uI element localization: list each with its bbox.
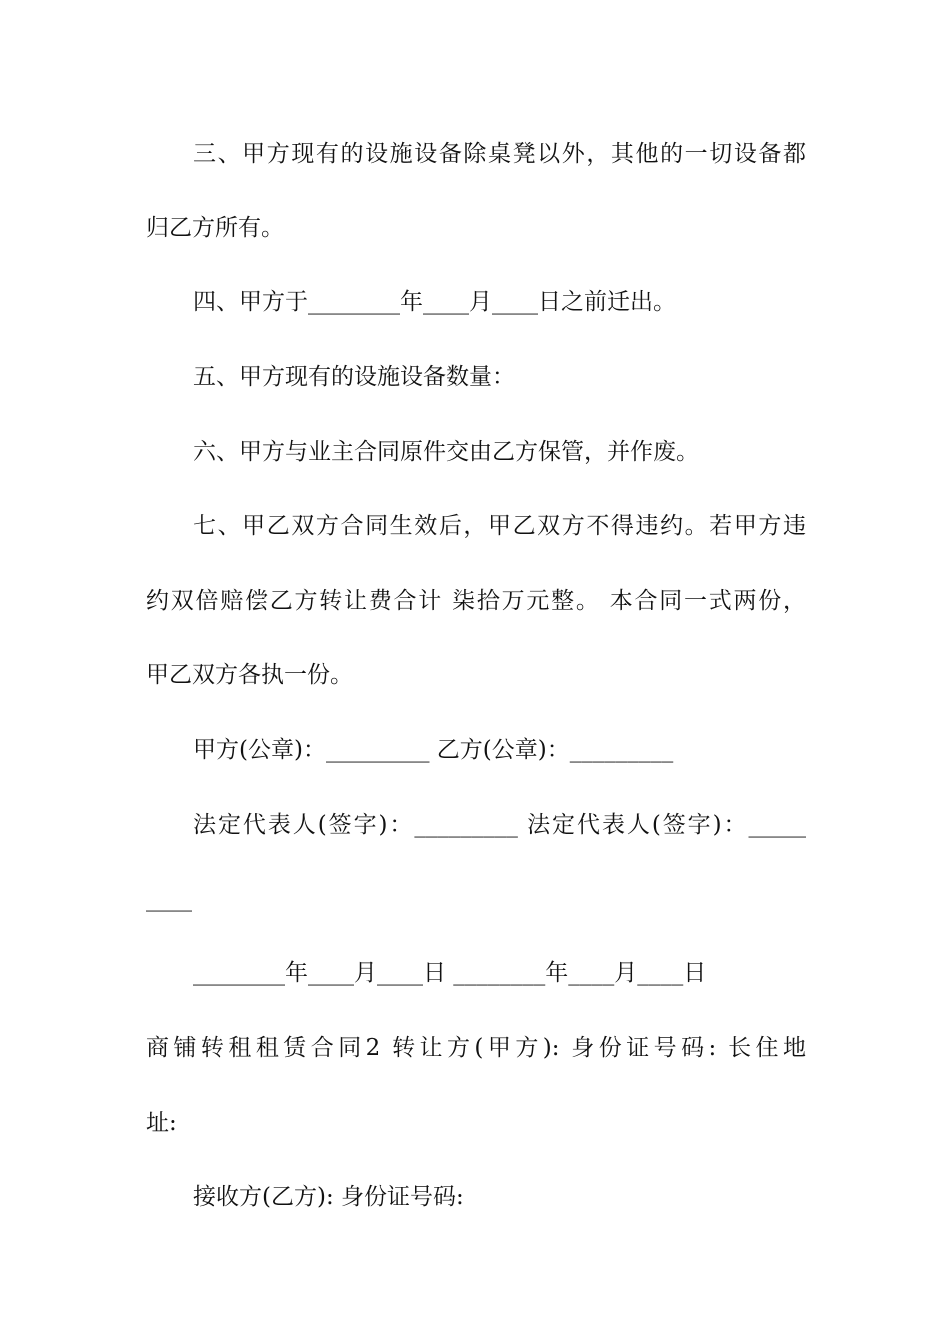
- contract-2-title-line: 商铺转租租赁合同2 转让方(甲方): 身份证号码: 长住地: [146, 1035, 806, 1061]
- legal-rep-signature-continuation: ____: [146, 886, 192, 912]
- legal-rep-signature-line: 法定代表人(签字)：_________ 法定代表人(签字)：_____: [193, 812, 806, 838]
- contract-2-address-continuation: 址:: [146, 1110, 177, 1136]
- clause-7-line-2: 约双倍赔偿乙方转让费合计 柒拾万元整。 本合同一式两份，: [146, 588, 806, 614]
- clause-5: 五、甲方现有的设施设备数量：: [193, 364, 515, 390]
- clause-3-line-2: 归乙方所有。: [146, 215, 284, 241]
- clause-7-line-1: 七、甲乙双方合同生效后，甲乙双方不得违约。若甲方违: [193, 513, 806, 539]
- date-line: ________年____月____日 ________年____月____日: [193, 960, 707, 986]
- clause-7-line-3: 甲乙双方各执一份。: [146, 662, 353, 688]
- clause-4: 四、甲方于________年____月____日之前迁出。: [193, 289, 676, 315]
- clause-6: 六、甲方与业主合同原件交由乙方保管，并作废。: [193, 439, 699, 465]
- clause-3-line-1: 三、甲方现有的设施设备除桌凳以外，其他的一切设备都: [193, 141, 806, 167]
- receiver-party-line: 接收方(乙方): 身份证号码:: [193, 1184, 464, 1210]
- party-seal-line: 甲方(公章)：_________ 乙方(公章)：_________: [193, 737, 674, 763]
